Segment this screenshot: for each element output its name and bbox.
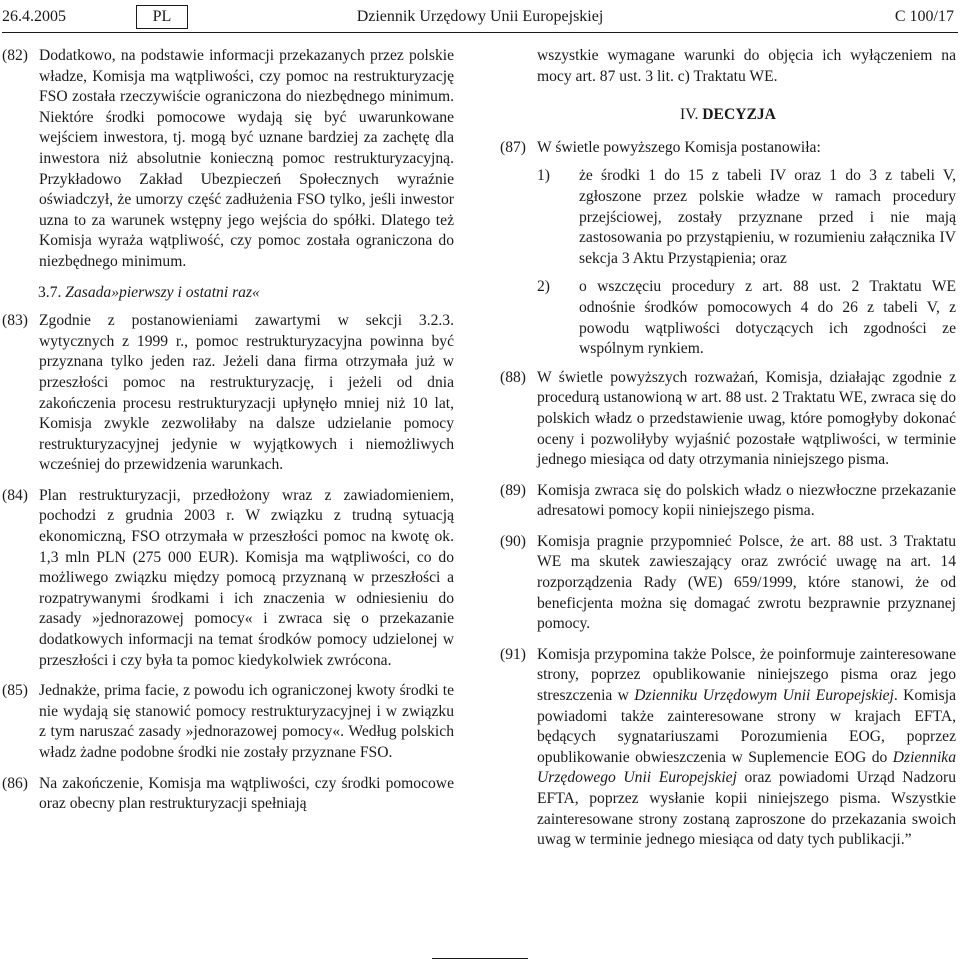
language-box: PL <box>136 5 188 29</box>
paragraph-text: Komisja zwraca się do polskich władz o niezwłoczne przekazanie adresatowi pomocy kopii niniejszego pisma. <box>537 481 956 520</box>
paragraph-number: (82) <box>2 47 28 64</box>
publication-date: 26.4.2005 <box>2 8 66 25</box>
paragraph-number: (84) <box>2 486 28 504</box>
paragraph-number: (90) <box>500 532 526 550</box>
page-header <box>0 0 960 36</box>
paragraph-83 <box>2 311 454 476</box>
paragraph-88 <box>500 368 956 471</box>
journal-title: Dziennik Urzędowy Unii Europejskiej <box>356 8 604 25</box>
paragraph-text: wszystkie wymagane warunki do objęcia ich wyłączeniem na mocy art. 87 ust. 3 lit. c) Traktatu WE. <box>537 47 956 85</box>
list-item-number: 2) <box>537 278 550 296</box>
paragraph-90 <box>500 532 956 635</box>
paragraph-text: Plan restrukturyzacji, przedłożony wraz z zawiadomieniem, pochodzi z grudnia 2003 r. W związku z trudną sytuacją ekonomiczną, FSO otrzymała w przeszłości pomoc na kwotę ok. 1,3 mln PLN (275 000 EUR). Komisja ma wątpliwości, co do możliwego związku między pomocą przyznaną w przeszłości a rozpatrywanymi środkami i ich znaczenia w odniesieniu do zasady »jednorazowej pomocy« i zwraca się o przekazanie dodatkowych informacji na temat środków pomocy udzielonej w przeszłości i czy była ta pomoc kiedykolwiek zwrócona. <box>39 486 454 669</box>
paragraph-text: Komisja pragnie przypomnieć Polsce, że art. 88 ust. 3 Traktatu WE ma skutek zawieszający oraz zwrócić uwagę na art. 14 rozporządzenia Rady (WE) 659/1999, które stanowi, że od beneficjenta można się domagać zwrotu bezprawnie przyznanej pomocy. <box>537 532 956 633</box>
journal-reference: Dziennika Urzędowego Unii Europejskiej <box>537 748 956 787</box>
section-heading <box>2 283 454 304</box>
footer-rule <box>432 958 528 959</box>
list-item <box>537 166 956 269</box>
chapter-heading <box>500 105 956 126</box>
paragraph-text: Zgodnie z postanowieniami zawartymi w sekcji 3.2.3. wytycznych z 1999 r., pomoc restrukturyzacyjna powinna być przyznana tylko jeden raz. Jeżeli dana firma otrzymała już w przeszłości pomoc na restrukturyzację, i jeżeli od dnia zakończenia procesu restrukturyzacji upłynęło mniej niż 10 lat, Komisja zwykle zezwoliłaby na dalsze udzielanie pomocy restrukturyzacyjnej jedynie w wyjątkowych i niemożliwych wcześniej do przewidzenia warunkach. <box>39 312 454 474</box>
paragraph-number: (88) <box>500 368 526 386</box>
list-item-number: 1) <box>537 167 550 185</box>
paragraph-84 <box>2 486 454 671</box>
section-number: 3.7. <box>38 283 62 301</box>
chapter-number: IV. <box>680 106 699 124</box>
paragraph-text: Dodatkowo, na podstawie informacji przekazanych przez polskie władze, Komisja ma wątpliwości, czy pomoc na restrukturyzację FSO została rzeczywiście ograniczona do niezbędnego minimum. Niektóre środki pomocowe wydają się być uwarunkowane wejściem inwestora, tj. mogą być uznane bardziej za zachętę dla inwestora niż absolutnie konieczną pomoc restrukturyzacyjną. Przykładowo Zakład Ubezpieczeń Społecznych wyraźnie oświadczył, że umorzy część zadłużenia FSO tylko, jeśli inwestor uzna to za warunek wstępny jego wejścia do spółki. Dlatego też Komisja wyraża wątpliwość, czy pomoc została ograniczona do niezbędnego minimum. <box>39 47 454 270</box>
paragraph-number: (85) <box>2 682 28 700</box>
paragraph-number: (86) <box>2 774 28 792</box>
text-segment: Komisja przypomina także Polsce, że poinformuje zainteresowane strony, poprzez opublikowanie niniejszego pisma oraz jego streszczenia w <box>537 645 956 705</box>
page-number: C 100/17 <box>894 8 954 25</box>
chapter-title: DECYZJA <box>702 106 776 124</box>
text-segment: . Komisja powiadomi także zainteresowane strony w krajach EFTA, będących sygnatariuszami Porozumienia EOG, poprzez opublikowanie obwieszczenia w Suplemencie EOG do <box>537 687 956 766</box>
paragraph-86 <box>2 774 454 815</box>
paragraph-85 <box>2 681 454 763</box>
right-column <box>500 46 956 861</box>
paragraph-text: W świetle powyższych rozważań, Komisja, działając zgodnie z procedurą ustanowioną w art. 88 ust. 2 Traktatu WE, zwraca się do polskich władz o przedstawienie uwag, które pomogłyby dokonać oceny i pozwoliłyby wyjaśnić pozostałe wątpliwości, w terminie jednego miesiąca od daty otrzymania niniejszego pisma. <box>537 368 956 469</box>
list-item <box>537 277 956 359</box>
list-item-text: że środki 1 do 15 z tabeli IV oraz 1 do 3 z tabeli V, zgłoszone przez polskie władze w ramach procedury przejściowej, zostały przyznane przed i nie mają zastosowania po przystąpieniu, w rozumieniu załącznika IV sekcja 3 Aktu Przystąpienia; oraz <box>579 167 956 267</box>
paragraph-number: (91) <box>500 645 526 663</box>
left-column <box>2 46 454 825</box>
paragraph-89 <box>500 481 956 522</box>
paragraph-82 <box>2 46 454 273</box>
paragraph-87 <box>500 138 956 159</box>
header-rule <box>2 32 958 33</box>
paragraph-number: (83) <box>2 312 28 330</box>
journal-reference: Dzienniku Urzędowym Unii Europejskiej <box>634 687 894 705</box>
text-segment: oraz powiadomi Urząd Nadzoru EFTA, poprzez wysłanie kopii niniejszego pisma. Wszystkie zainteresowane strony zostaną zaproszone do przekazania swoich uwag w terminie jednego miesiąca od daty tych publikacji.” <box>537 769 956 849</box>
paragraph-text: Na zakończenie, Komisja ma wątpliwości, czy środki pomocowe oraz obecny plan restrukturyzacji spełniają <box>39 774 454 813</box>
paragraph-91 <box>500 645 956 851</box>
paragraph-number: (87) <box>500 138 526 156</box>
paragraph-text <box>537 645 956 851</box>
paragraph-number: (89) <box>500 481 526 499</box>
section-title: Zasada»pierwszy i ostatni raz« <box>65 283 260 301</box>
paragraph-86-continued <box>500 46 956 87</box>
paragraph-text: W świetle powyższego Komisja postanowiła: <box>537 138 821 156</box>
list-item-text: o wszczęciu procedury z art. 88 ust. 2 Traktatu WE odnośnie środków pomocowych 4 do 26 z tabeli V, z powodu wątpliwości dotyczących ich zgodności ze wspólnym rynkiem. <box>579 278 956 358</box>
paragraph-text: Jednakże, prima facie, z powodu ich ograniczonej kwoty środki te nie wydają się stanowić pomocy restrukturyzacyjnej i w związku z tym naruszać zasady »jednorazowej pomocy«. Według polskich władz żadne podobne środki nie zostały przyznane FSO. <box>39 682 454 761</box>
